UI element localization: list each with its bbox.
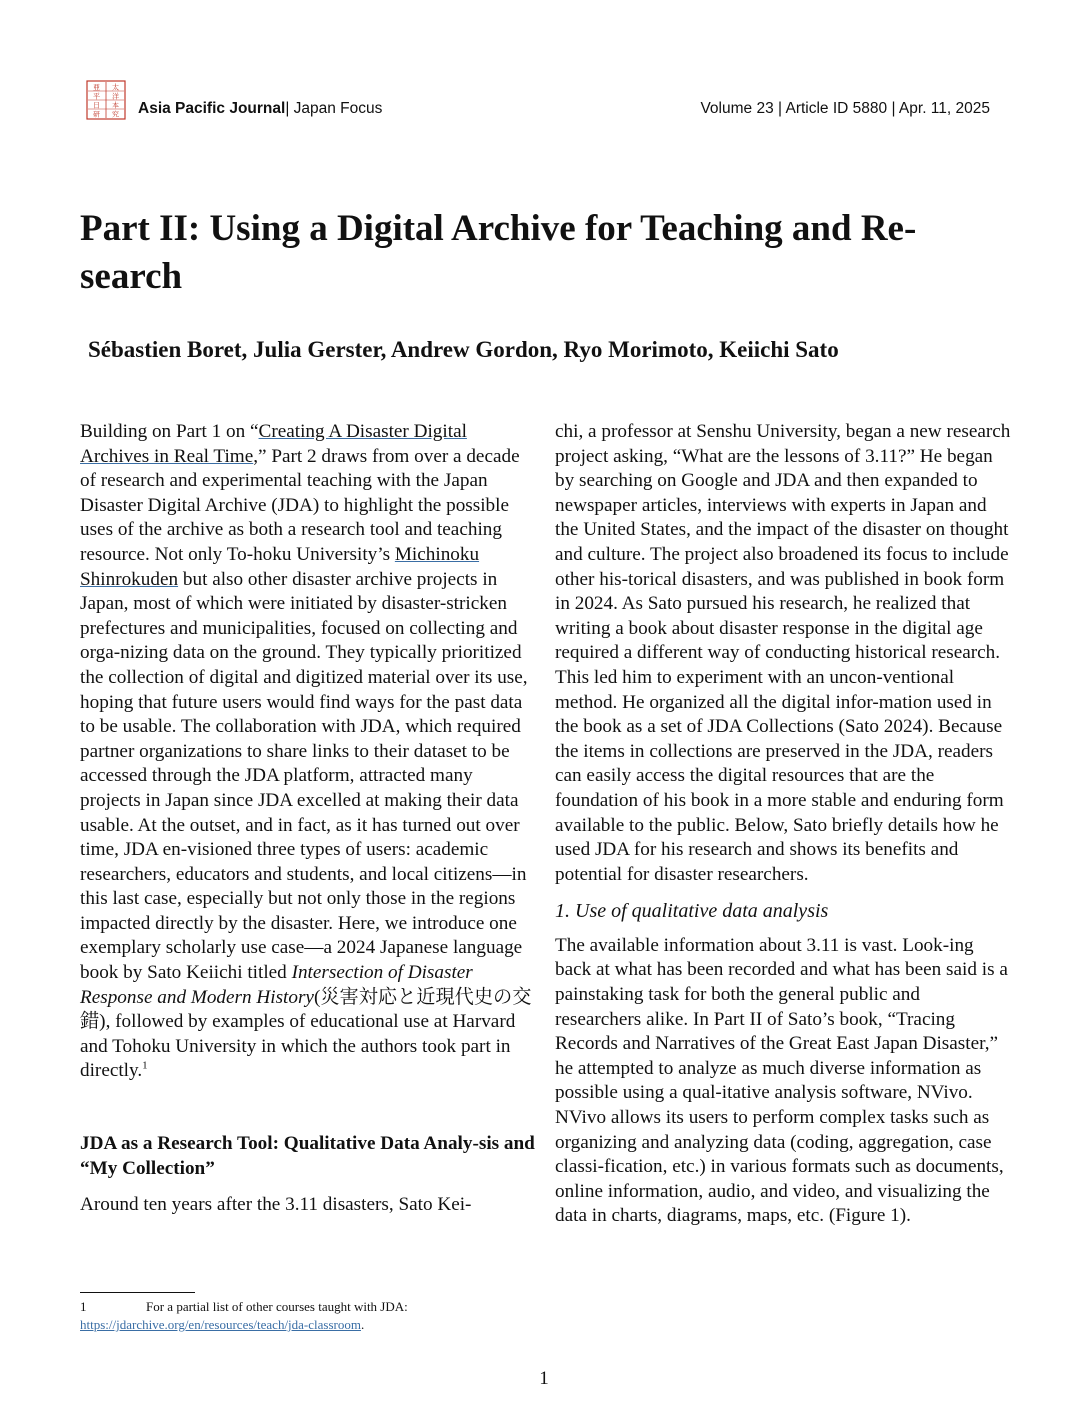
continued-paragraph: chi, a professor at Senshu University, began a new research project asking, “What are the lessons of 3.11?” He began by searching on Google and JDA and then expanded to newspaper articles, interviews with experts in Japan and the United States, and the impact of the disaster on thought and culture. The project also broadened its focus to include other his-torical disasters, and was published in book form in 2024. As Sato pursued his research, he realized that writing a book about disaster response in the digital age required a different way of conducting historical research. This led him to experiment with an uncon-ventional method. He organized all the digital infor-mation used in the book as a set of JDA Collections (Sato 2024). Because the items in collections are preserved in the JDA, readers can easily access the digital resources that are the foundation of his book in a more stable and enduring form available to the public. Below, Sato briefly details how he used JDA for his research and shows its benefits and potential for disaster researchers. [555,421,1011,885]
page-number: 1 [539,1368,549,1389]
shinrokuden-link[interactable]: Michinoku Shinrokuden [80,543,480,590]
intro-text-d: (災害対応と近現代史の交錯), followed by examples of educational use at Harvard and Tohoku University in which the authors took part in directly. [80,986,532,1082]
svg-text:亜: 亜 [93,83,100,92]
article-meta: Volume 23 | Article ID 5880 | Apr. 11, 2025 [700,100,990,117]
footnote-number: 1 [80,1299,87,1314]
svg-text:日: 日 [93,101,100,110]
subsection-heading: 1. Use of qualitative data analysis [555,900,829,923]
article-authors: Sébastien Boret, Julia Gerster, Andrew Gordon, Ryo Morimoto, Keiichi Sato [88,337,839,362]
svg-text:本: 本 [112,101,119,110]
footnote-end: . [360,1317,365,1332]
svg-text:太: 太 [112,83,119,92]
section-paragraph: Around ten years after the 3.11 disasters, Sato Kei- [80,1194,472,1216]
analysis-paragraph: The available information about 3.11 is vast. Look-ing back at what has been recorded and what has been said is a painstaking task for both the general public and researchers alike. In Part II of Sato’s book, “Tracing Records and Narratives of the Great East Japan Disaster,” he attempted to analyze as much diverse information as possible using a qual-itative analysis software, NVivo. NVivo allows its users to perform complex tasks such as organizing and analyzing data (coding, aggregation, case classi-fication, etc.) in various formats such as documents, online information, audio, and video, and visualizing the data in charts, diagrams, maps, etc. (Figure 1). [555,934,1008,1227]
svg-text:究: 究 [112,110,119,119]
part1-link[interactable]: Creating A Disaster Digital Archives in Real Time [80,421,467,467]
page-header [86,78,990,122]
svg-text:洋: 洋 [112,92,119,101]
journal-name: Asia Pacific Journal [138,100,286,117]
intro-text-c: but also other disaster archive projects in Japan, most of which were initiated by disaster-stricken prefectures and municipalities, focused on collecting and orga-nizing data on the ground. They typically prioritized the collection of digital and digitized material over its use, hoping that future users would find ways for the past data to be usable. The collaboration with JDA, which required partner organizations to share links to their dataset to be accessed through the JDA platform, attracted many projects in Japan since JDA excelled at making their data usable. At the outset, and in fact, as it has turned out over time, JDA en-visioned three types of users: academic researchers, educators and students, and local citizens—in this last case, especially but not only those in the regions impacted directly by the disaster. Here, we introduce one exemplary scholarly use case—a 2024 Japanese language book by Sato Keiichi titled [80,568,528,984]
journal-subtitle: | Japan Focus [285,100,383,117]
section-heading: JDA as a Research Tool: Qualitative Data Analy-sis and “My Collection” [80,1133,535,1179]
left-column [80,420,536,1218]
intro-paragraph [80,420,536,1084]
footnote-link[interactable]: https://jdarchive.org/en/resources/teach/jda-classroom [80,1317,361,1332]
footnote-ref[interactable]: 1 [142,1060,148,1073]
footnote [80,1298,540,1334]
svg-text:研: 研 [93,110,100,119]
journal-title [138,100,382,118]
book-title: Intersection of Disaster Response and Modern History [80,962,473,1008]
svg-text:平: 平 [93,92,100,101]
journal-logo-icon [86,80,126,120]
intro-text-b: ,” Part 2 draws from over a decade of research and experimental teaching with the Japan Disaster Digital Archive (JDA) to highlight the possible uses of the archive as both a research tool and teaching resource. Not only To-hoku University’s [80,445,520,565]
footnote-text: For a partial list of other courses taught with JDA: [146,1299,408,1314]
footnote-divider [80,1292,195,1293]
article-title: Part II: Using a Digital Archive for Teaching and Re-search [80,208,917,297]
right-column [555,420,1011,1229]
intro-text-a: Building on Part 1 on “ [80,421,259,442]
